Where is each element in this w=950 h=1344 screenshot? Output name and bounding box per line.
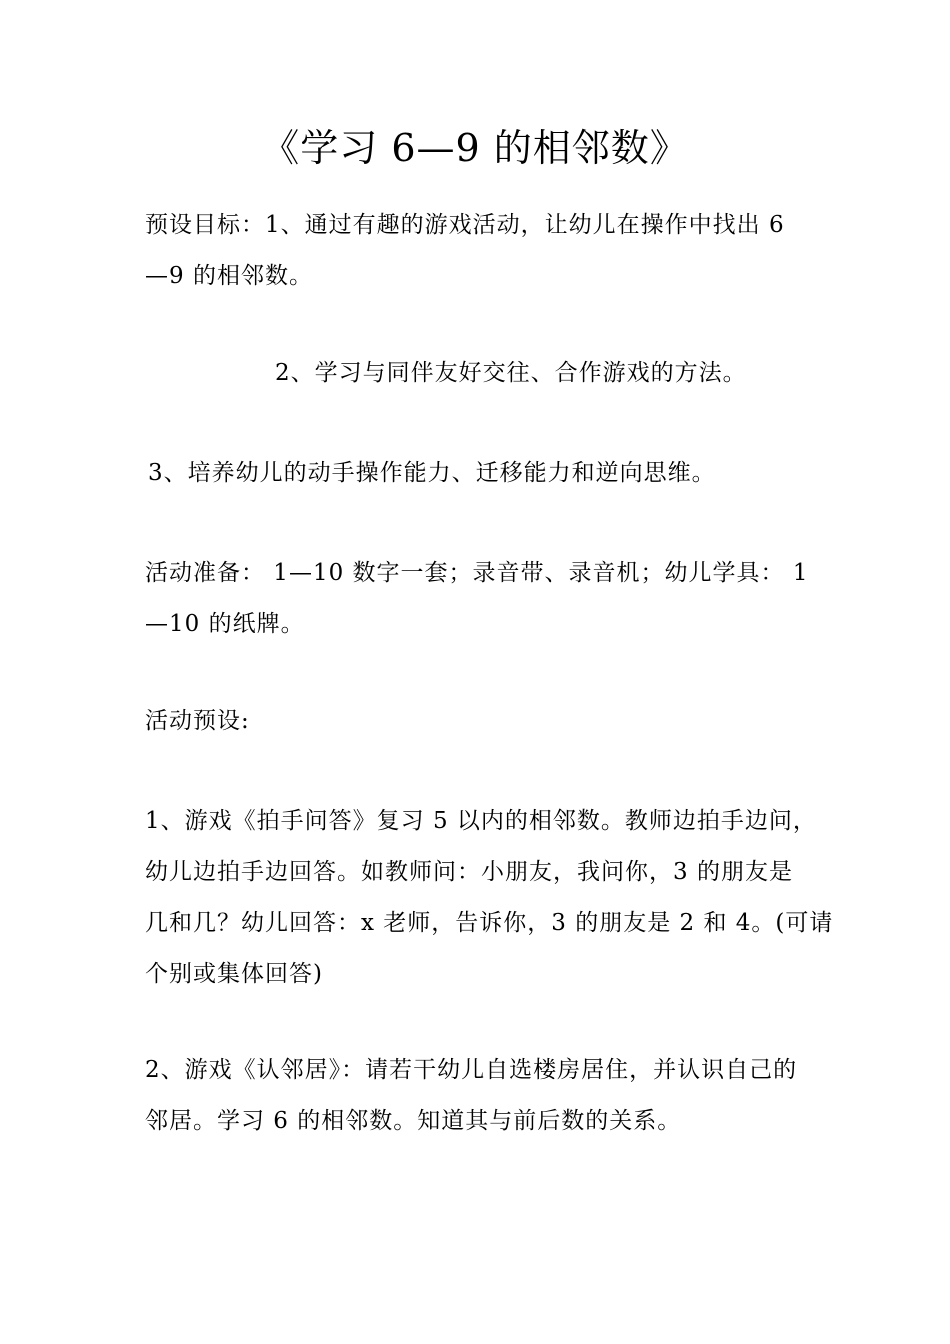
goal-2-paragraph [275, 348, 815, 399]
goal-1-paragraph [145, 200, 810, 302]
game-1-line-1: 1、游戏《拍手问答》复习 5 以内的相邻数。教师边拍手边问， [145, 808, 817, 834]
game-1-paragraph [145, 796, 834, 1000]
game-2-line-1: 2、游戏《认邻居》：请若干幼儿自选楼房居住，并认识自己的 [145, 1057, 798, 1083]
preparation-line-1: 活动准备： 1—10 数字一套；录音带、录音机；幼儿学具： 1 [145, 560, 809, 586]
preset-heading-text: 活动预设: [145, 708, 250, 734]
preset-heading [145, 696, 810, 747]
goal-2-line: 2、学习与同伴友好交往、合作游戏的方法。 [275, 360, 747, 386]
goal-3-paragraph [148, 448, 813, 499]
game-2-line-2: 邻居。学习 6 的相邻数。知道其与前后数的关系。 [145, 1108, 682, 1134]
preparation-line-2: —10 的纸牌。 [145, 611, 305, 637]
preparation-paragraph [145, 548, 810, 650]
game-1-line-2: 幼儿边拍手边回答。如教师问：小朋友，我问你，3 的朋友是 [145, 859, 793, 885]
game-1-line-3: 几和几？幼儿回答：x 老师，告诉你，3 的朋友是 2 和 4。(可请 [145, 910, 834, 936]
goal-3-line: 3、培养幼儿的动手操作能力、迁移能力和逆向思维。 [148, 460, 716, 486]
game-1-line-4: 个别或集体回答) [145, 961, 323, 987]
document-title: 《学习 6—9 的相邻数》 [261, 126, 689, 170]
game-2-paragraph [145, 1045, 810, 1147]
goal-1-line-1: 预设目标：1、通过有趣的游戏活动，让幼儿在操作中找出 6 [145, 212, 785, 238]
goal-1-line-2: —9 的相邻数。 [145, 263, 313, 289]
